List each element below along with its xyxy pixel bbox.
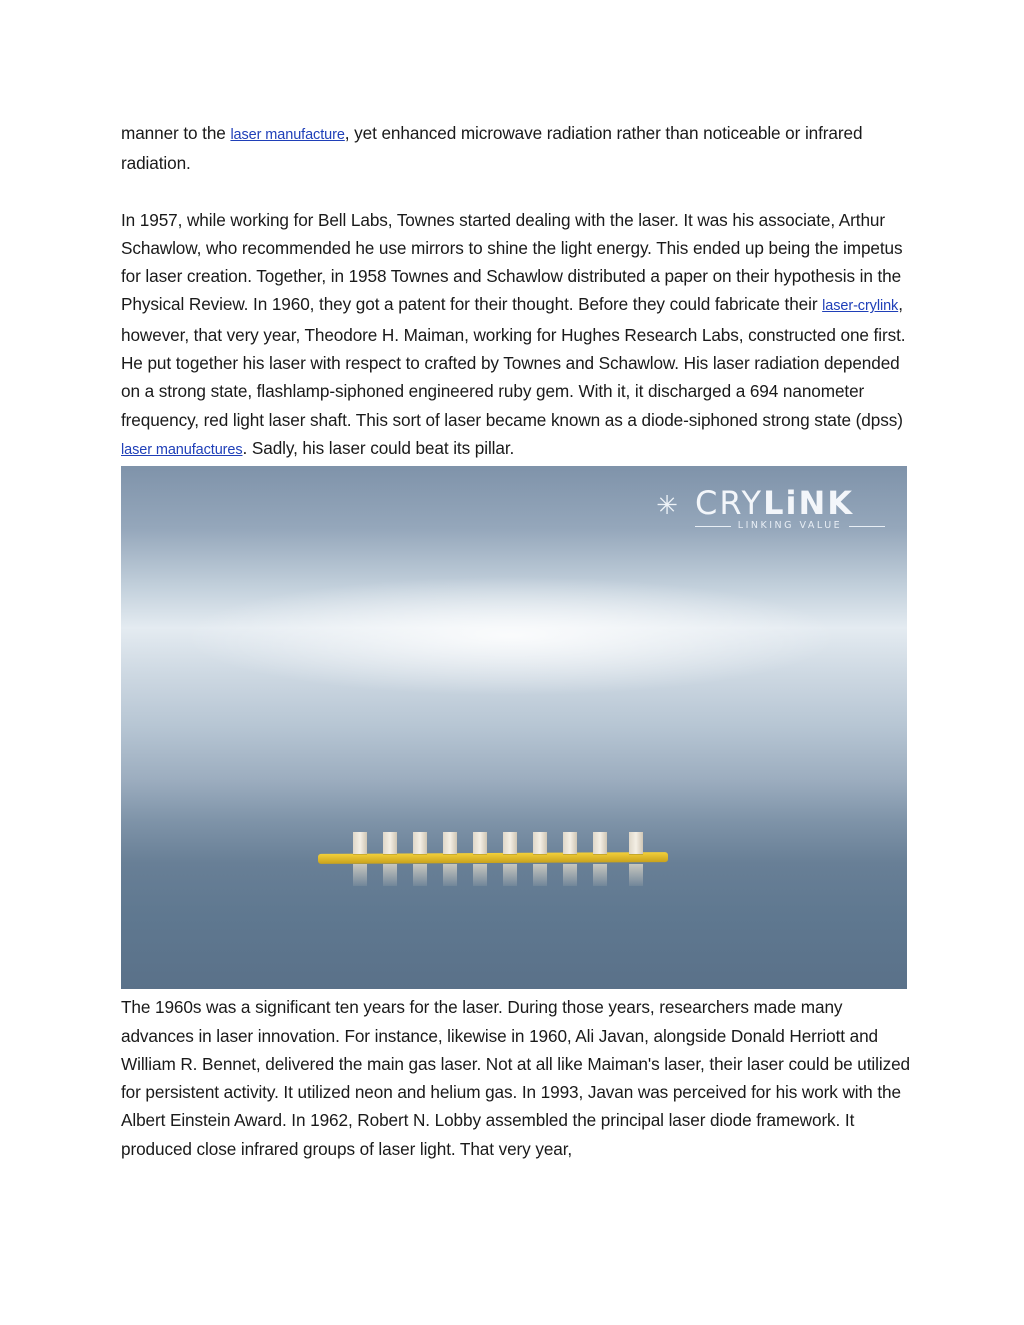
crystal-reflection [629,864,643,886]
crystal-mount-strip [318,852,668,864]
laser-crystal [563,832,577,854]
crystal-reflection [383,864,397,886]
crystal-reflection [593,864,607,886]
link-laser-crylink[interactable]: laser-crylink [822,298,899,315]
paragraph-1-text-a: manner to the [121,123,231,143]
link-laser-manufactures[interactable]: laser manufactures [121,441,243,458]
crylink-crystal-photo [121,466,907,989]
photo-light-glow [181,576,841,696]
crystal-reflection [353,864,367,886]
crystal-reflection [533,864,547,886]
laser-crystal [533,832,547,854]
crystal-reflection [503,864,517,886]
paragraph-1 [121,119,911,178]
laser-crystal [593,832,607,854]
paragraph-1-text-b: , yet enhanced microwave radiation rather than noticeable or infrared radiation. [121,123,863,174]
paragraph-gap [121,178,911,206]
paragraph-2-text-c: . Sadly, his laser could beat its pillar. [242,437,515,458]
laser-crystal [353,832,367,854]
link-laser-manufacture[interactable]: laser manufacture [230,127,345,143]
logo-word-light: CRY [695,484,764,523]
laser-crystal [443,832,457,854]
logo-word-bold: LiNK [763,484,855,523]
crylink-logo [649,484,889,534]
document-page [121,119,911,1163]
logo-tagline: LINKING VALUE [695,520,885,531]
crystal-reflection [413,864,427,886]
crystal-reflection [563,864,577,886]
paragraph-2-text-a: In 1957, while working for Bell Labs, Townes started dealing with the laser. It was his associate, Arthur Schawlow, who recommended he use mirrors to shine the light energy. This ended up being the impetus for laser creation. Together, in 1958 Townes and Schawlow distributed a paper on their hypothesis in the Physical Review. In 1960, they got a patent for their thought. Before they could fabricate their [121,209,903,315]
laser-crystal [629,832,643,854]
crystal-reflection [473,864,487,886]
paragraph-2 [121,206,911,465]
laser-crystal [503,832,517,854]
snowflake-icon: ✳ [656,491,678,522]
paragraph-3: The 1960s was a significant ten years for the laser. During those years, researchers made many advances in laser innovation. For instance, likewise in 1960, Ali Javan, alongside Donald Herriott and William R. Bennet, delivered the main gas laser. Not at all like Maiman's laser, their laser could be utilized for persistent activity. It utilized neon and helium gas. In 1993, Javan was perceived for his work with the Albert Einstein Award. In 1962, Robert N. Lobby assembled the principal laser diode framework. It produced close infrared groups of laser light. That very year, [121,997,910,1159]
logo-wordmark [695,484,854,522]
laser-crystal [383,832,397,854]
crystal-reflection [443,864,457,886]
laser-crystal [413,832,427,854]
paragraph-2-text-b: , however, that very year, Theodore H. Maiman, working for Hughes Research Labs, constructed one first. He put together his laser with respect to crafted by Townes and Schawlow. His laser radiation depended on a strong state, flashlamp-siphoned engineered ruby gem. With it, it discharged a 694 nanometer frequency, red light laser shaft. This sort of laser became known as a diode-siphoned strong state (dpss) [121,294,906,430]
laser-crystal [473,832,487,854]
